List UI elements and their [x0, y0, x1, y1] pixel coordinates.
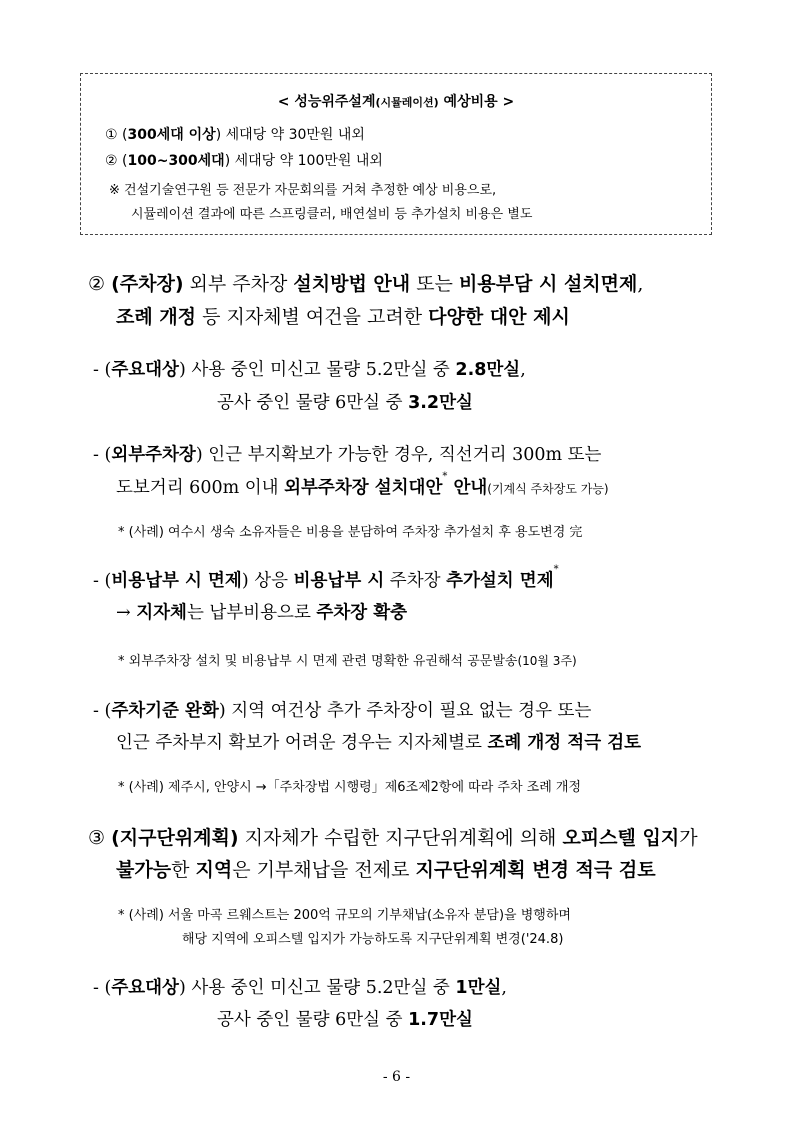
arrow: →	[116, 603, 137, 623]
text: ) 사용 중인 미신고 물량 5.2만실 중	[178, 360, 456, 380]
emphasis: 조례 개정 적극 검토	[487, 733, 642, 753]
emphasis: 주차장 확충	[316, 603, 408, 623]
section-3-number: ③	[88, 827, 112, 849]
text: - (	[93, 701, 112, 721]
box-item-2-number: ②	[105, 153, 118, 169]
section-2-heading: (주차장)	[111, 273, 184, 295]
external-parking-note: * (사례) 여수시 생숙 소유자들은 비용을 분담하여 주차장 추가설치 후 용도변경 完	[118, 525, 583, 540]
text: ) 지역 여건상 추가 주차장이 필요 없는 경우 또는	[218, 701, 592, 721]
section-2-line-1	[88, 269, 643, 296]
box-item-1	[105, 124, 365, 144]
text: * 외부주차장 설치 및 비용납부 시 면제 관련 명확한 유권해석 공문발송	[118, 654, 518, 669]
box-note-2: 시뮬레이션 결과에 따른 스프링클러, 배연설비 등 추가설치 비용은 별도	[131, 207, 533, 222]
box-title-close: 예상비용 >	[438, 94, 515, 110]
text: 공사 중인 물량 6만실 중	[217, 1010, 409, 1030]
paren: (	[117, 127, 128, 143]
parking-standard-line-2	[116, 729, 641, 754]
text: 공사 중인 물량 6만실 중	[217, 393, 409, 413]
text: - (	[93, 978, 112, 998]
text: ) 상응	[241, 571, 294, 591]
section-3-note-1: * (사례) 서울 마곡 르웨스트는 200억 규모의 기부채납(소유자 분담)을 병행하며	[118, 908, 571, 923]
page-number: - 6 -	[382, 1069, 411, 1085]
box-title	[81, 91, 711, 111]
emphasis: 비용납부 시	[293, 571, 385, 591]
box-note-1: ※ 건설기술연구원 등 전문가 자문회의를 거쳐 추정한 예상 비용으로,	[109, 183, 497, 198]
box-title-small: (시뮬레이션)	[375, 96, 439, 109]
box-item-2-text: ) 세대당 약 100만원 내외	[224, 153, 383, 169]
text: - (	[93, 571, 112, 591]
fee-exemption-note	[118, 650, 577, 669]
box-title-text: < 성능위주설계	[277, 94, 376, 110]
section-2-number: ②	[88, 273, 112, 295]
text: (10월 3주)	[517, 654, 577, 668]
box-item-1-label: 300세대 이상	[127, 127, 216, 143]
text: - (	[93, 445, 112, 465]
footnote-mark: *	[442, 471, 448, 482]
section-3-line-2	[116, 855, 656, 882]
emphasis: 3.2만실	[408, 393, 473, 413]
target-1-line-2	[217, 389, 473, 414]
text: 한	[171, 859, 196, 881]
text: 은 기부채납을 전제로	[232, 859, 416, 881]
box-item-2-label: 100~300세대	[127, 153, 225, 169]
text: 가	[679, 827, 698, 849]
box-item-2	[105, 150, 383, 170]
section-3-line-1	[88, 823, 698, 850]
text: 등 지자체별 여건을 고려한	[196, 306, 429, 328]
section-3-heading: (지구단위계획)	[111, 827, 239, 849]
emphasis: 비용납부 시 면제	[111, 571, 242, 591]
target-2-line-2	[217, 1006, 473, 1031]
fee-exemption-line-1	[93, 564, 559, 592]
parking-standard-note: * (사례) 제주시, 안양시 →「주차장법 시행령」제6조제2항에 따라 주차 조례 개정	[118, 780, 582, 795]
emphasis: 외부주차장	[111, 445, 196, 465]
external-parking-line-2	[116, 471, 609, 499]
external-parking-line-1	[93, 441, 601, 466]
fee-exemption-line-2	[116, 599, 407, 624]
paren: (	[117, 153, 128, 169]
emphasis: 2.8만실	[455, 360, 521, 380]
text: 외부 주차장	[183, 273, 294, 295]
emphasis: 다양한 대안 제시	[428, 306, 570, 328]
parking-standard-line-1	[93, 697, 591, 722]
emphasis: 외부주차장 설치대안	[284, 478, 443, 498]
box-item-1-number: ①	[105, 127, 118, 143]
text: 도보거리 600m 이내	[116, 478, 285, 498]
text: 인근 주차부지 확보가 어려운 경우는 지자체별로	[116, 733, 488, 753]
emphasis: 지구단위계획 변경 적극 검토	[415, 859, 656, 881]
emphasis: 주요대상	[111, 360, 179, 380]
emphasis: 안내	[447, 478, 488, 498]
text: - (	[93, 360, 112, 380]
emphasis: 지자체	[136, 603, 187, 623]
cost-estimate-box	[80, 73, 712, 235]
text: 는 납부비용으로	[186, 603, 317, 623]
target-2-line-1	[93, 974, 507, 999]
emphasis: 주차기준 완화	[111, 701, 219, 721]
emphasis: 오피스텔 입지	[562, 827, 680, 849]
emphasis: 불가능	[116, 859, 172, 881]
text: ) 사용 중인 미신고 물량 5.2만실 중	[178, 978, 456, 998]
text: ,	[637, 273, 644, 295]
emphasis: 지역	[195, 859, 233, 881]
text: 주차장	[384, 571, 447, 591]
target-1-line-1	[93, 356, 526, 381]
emphasis: 1.7만실	[408, 1010, 473, 1030]
emphasis: 비용부담 시 설치면제	[458, 273, 638, 295]
text: 지자체가 수립한 지구단위계획에 의해	[238, 827, 563, 849]
text: ,	[501, 978, 507, 998]
text: ) 인근 부지확보가 가능한 경우, 직선거리 300m 또는	[195, 445, 602, 465]
text: 또는	[410, 273, 459, 295]
text: ,	[520, 360, 526, 380]
box-item-1-text: ) 세대당 약 30만원 내외	[215, 127, 365, 143]
footnote-mark: *	[553, 564, 559, 575]
emphasis: 설치방법 안내	[293, 273, 411, 295]
parenthetical: (기계식 주차장도 가능)	[487, 482, 609, 496]
emphasis: 추가설치 면제	[446, 571, 554, 591]
emphasis: 1만실	[455, 978, 502, 998]
section-3-note-2: 해당 지역에 오피스텔 입지가 가능하도록 지구단위계획 변경('24.8)	[182, 932, 564, 947]
emphasis: 주요대상	[111, 978, 179, 998]
section-2-line-2	[116, 302, 570, 329]
emphasis: 조례 개정	[116, 306, 197, 328]
